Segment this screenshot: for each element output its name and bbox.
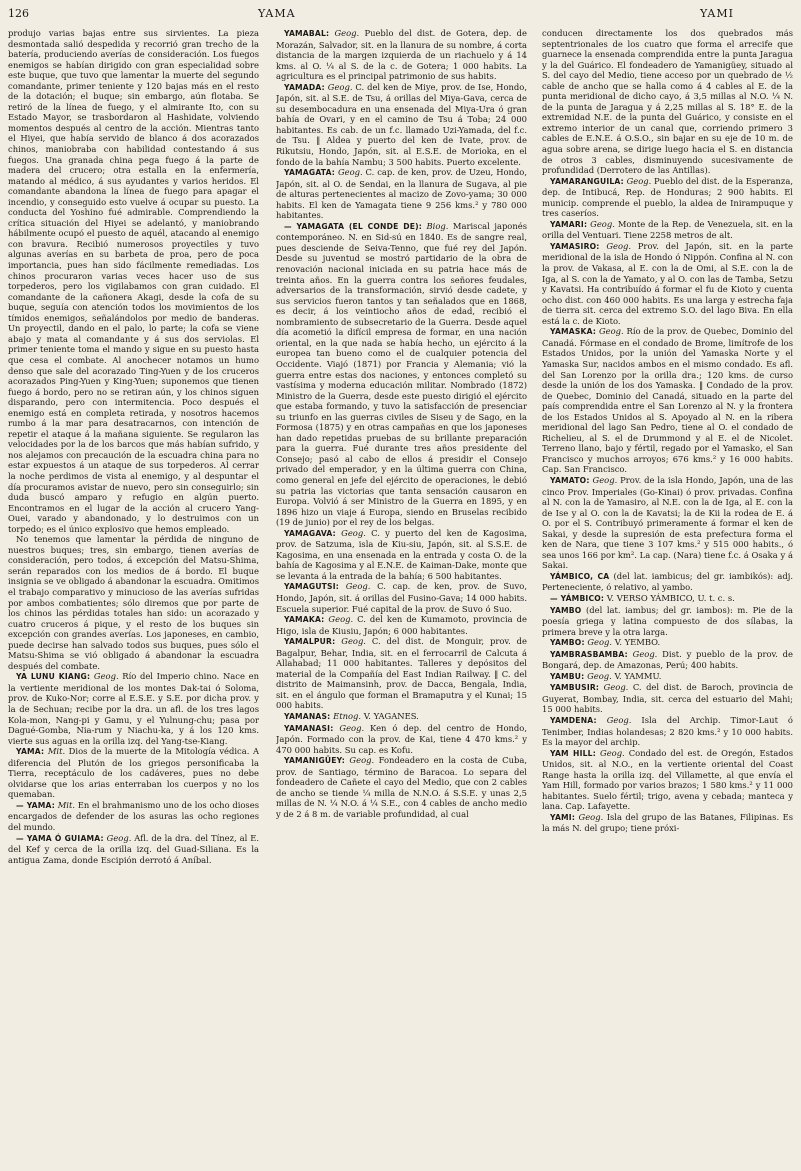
- dictionary-entry: [8, 671, 259, 746]
- entry-definition: Prov. de la isla Hondo, Japón, una de las cinco Prov. Imperiales (Go-Kinai) ó prov. privadas. Confina al N. con la de Yamasiro, al N.E. con la de Iga, al E. con la de Ise y al O. con la de Kavatsi; la de Kii la rodea de E. á O. por el S. Contribuyó primeramente á formar el ken de Sakai, y desde la supresión de esta prefectura forma el ken de Nara, que tiene 3 107 kms.² y 515 000 habits., ó sea unos 166 por km². La cap. (Nara) tiene f.c. á Osaka y á Sakai.: [542, 474, 793, 571]
- entry-definition: Dist. y pueblo de la prov. de Bongará, dep. de Amazonas, Perú; 400 habits.: [542, 648, 793, 671]
- entry-definition: C. del ken de Kumamoto, provincia de Higo, isla de Kiusiu, Japón; 6 000 habitantes.: [276, 614, 527, 636]
- entry-definition: C. cap. de ken, prov. de Suvo, Hondo, Japón, sit. á orillas del Fusino-Gava; 14 000 habits. Escuela superior. Fué capital de la prov. de Suvo ó Suo.: [276, 581, 527, 614]
- entry-domain-label: Geog.: [578, 811, 604, 822]
- entry-definition: (del lat. iambus; del gr. iambos): m. Pie de la poesía griega y latina compuesto de dos sílabas, la primera breve y la otra larga.: [542, 604, 793, 637]
- entry-domain-label: Geog.: [598, 326, 624, 337]
- dictionary-entry: [542, 241, 793, 326]
- dictionary-entry: [542, 649, 793, 671]
- entry-headword: YAMAGUTSI:: [284, 582, 339, 592]
- column-right: [542, 28, 793, 1164]
- entry-headword: YÁMBICO, CA: [550, 571, 610, 581]
- dictionary-entry: [8, 833, 259, 866]
- body-paragraph: No tenemos que lamentar la pérdida de ninguno de nuestros buques; tres, sin embargo, tienen averías de consideración, pero todos, á excepción del Matsu-Shima, serán reparados con los medios de á bordo. El buque insignia se ve obligado á abandonar la escuadra. Omitimos el trabajo comparativo y minucioso de las averías sufridas por ambos combatientes; sólo diremos que por parte de los chinos las pérdidas totales han sido: un acorazado y cuatro cruceros á pique, y el resto de los buques sin excepción con grandes averías. Los japoneses, en cambio, puede decirse han salvado todos sus buques, pues sólo el Matsu-Shima se vió obligado á abandonar la escuadra después del combate.: [8, 534, 259, 671]
- entry-domain-label: Geog.: [587, 670, 612, 681]
- entry-domain-label: Geog.: [603, 682, 629, 693]
- entry-definition: En el brahmanismo uno de los ocho dioses encargados de defender de los asuras las ocho regiones del mundo.: [8, 799, 259, 833]
- entry-headword: YAMA:: [16, 747, 45, 757]
- entry-headword: YAMANIGÜEY:: [284, 756, 345, 766]
- entry-definition: Pueblo del dist. de Gotera, dep. de Morazán, Salvador, sit. en la llanura de su nombre, á corta distancia de la margen izquierda de un riachuelo y á 14 kms. al O. ¼ al S. de la c. de Gotera; 1 000 habits. La agricultura es el principal patrimonio de sus habits.: [276, 28, 527, 82]
- entry-definition: Afl. de la dra. del Tínez, al E. del Kef y cerca de la orilla izq. del Guad-Siliana. Es la antigua Zama, donde Escipión derrotó á Aníbal.: [8, 832, 259, 865]
- entry-headword: YAMBU:: [550, 671, 585, 681]
- entry-headword: YAM HILL:: [550, 748, 596, 758]
- entry-domain-label: Geog.: [632, 648, 658, 659]
- dictionary-entry: [542, 812, 793, 834]
- dictionary-entry: [542, 571, 793, 593]
- entry-domain-label: Geog.: [587, 637, 613, 648]
- dictionary-entry: [276, 636, 527, 711]
- entry-definition: Monte de la Rep. de Venezuela, sit. en la orilla del Ventuari. Tiene 2258 metros de alt.: [542, 218, 793, 241]
- dictionary-entry: [276, 723, 527, 756]
- dictionary-entry: [8, 800, 259, 833]
- entry-domain-label: Geog.: [592, 474, 618, 485]
- entry-domain-label: Geog.: [600, 747, 625, 758]
- dictionary-entry: [542, 593, 793, 605]
- entry-definition: Mariscal japonés contemporáneo. N. en Sid-sú en 1840. Es de sangre real, pues desciende de Seiva-Tenno, que fué rey del Japón. Desde su juventud se mostró partidario de la obra de renovación nacional iniciada en su patria hace más de treinta años. En la guerra contra los señores feudales, adversarios de la transformación, sirvió desde cadete, y sus servicios fueron tantos y tan señalados que en 1868, es decir, á los veintiocho años de edad, recibió el nombramiento de subsecretario de la Guerra. Desde aquel día acometió la difícil empresa de formar, en una nación oriental, en la que nada se había hecho, un ejército á la europea tan bueno como el de cualquier potencia del Occidente. Viajó (1871) por Francia y Alemania; vió la guerra entre estas dos naciones, y entonces completó su vastísima y moderna educación militar. Nombrado (1872) Ministro de la Guerra, desde este puesto dirigió el ejército que estaba formando, y tuvo la satisfacción de presenciar su triunfo en las guerras civiles de Siseu y de Sago, en la Formosa (1875) y en otras campañas en que los japoneses han dado repetidas pruebas de su brillante preparación para la guerra. Fué durante tres años presidente del Consejo; pasó al cabo de ellos á presidir el Consejo privado del emperador, y en la última guerra con China, como general en jefe del ejército de operaciones, le debió su patria las victorias que tanta sensación causaron en Europa. Volvió á ser Ministro de la Guerra en 1895, y en 1896 hizo un viaje á Europa, siendo en Bruselas recibido (19 de junio) por el rey de los belgas.: [276, 220, 527, 528]
- entry-domain-label: Geog.: [349, 755, 375, 766]
- dictionary-entry: [542, 326, 793, 475]
- entry-headword: YAMBRASBAMBA:: [550, 649, 628, 659]
- entry-headword: YAMBO: [550, 605, 582, 615]
- entry-domain-label: Etnog.: [333, 711, 362, 721]
- entry-headword: YAMALPUR:: [284, 637, 336, 647]
- entry-definition: Río de la prov. de Quebec, Dominio del Canadá. Fórmase en el condado de Brome, limítrofe de los Estados Unidos, por la unión del Yamaska Norte y el Yamaska Sur, nacidos ambos en el mismo condado. Es afl. del San Lorenzo por la orilla dra.; 120 kms. de curso desde la unión de los dos Yamaska. ‖ Condado de la prov. de Quebec, Dominio del Canadá, situado en la parte del país comprendida entre el San Lorenzo al N. y la frontera de los Estados Unidos al S. Apoyado al N. en la ribera meridional del lago San Pedro, tiene al O. el condado de Richelieu, al S. el de Drummond y al E. el de Nicolet. Terreno llano, bajo y fértil, regado por el Yamasko, el San Francisco y muchos arroyos; 676 kms.² y 16 000 habits. Cap. San Francisco.: [542, 326, 793, 475]
- entry-definition: C. y puerto del ken de Kagosima, prov. de Satzuma, isla de Kiu-siu, Japón, sit. al S.S.E. de Kagosima, en una ensenada en la entrada y costa O. de la bahía de Kagosima y al E.N.E. de Kaiman-Dake, monte que se levanta á la entrada de la bahía; 6 500 habitantes.: [276, 527, 527, 581]
- dictionary-entry: [8, 746, 259, 800]
- dictionary-entry: [276, 581, 527, 614]
- dictionary-entry: [276, 711, 527, 723]
- dictionary-entry: [276, 82, 527, 167]
- entry-definition: (del lat. iambicus; del gr. iambikós): adj. Perteneciente, ó relativo, al yambo.: [542, 570, 793, 593]
- entry-headword: YAMARANGUILA:: [550, 176, 624, 186]
- entry-headword: — YAMAGATA (EL CONDE DE):: [284, 221, 422, 231]
- dictionary-entry: [542, 219, 793, 241]
- column-left: [8, 28, 259, 1164]
- running-title-right: YAMI: [700, 7, 734, 20]
- dictionary-entry: [542, 748, 793, 812]
- dictionary-entry: [276, 167, 527, 221]
- entry-headword: YAMATO:: [550, 475, 590, 485]
- dictionary-entry: [276, 755, 527, 819]
- entry-headword: YAMANASI:: [284, 723, 334, 733]
- entry-headword: YAMADA:: [284, 82, 325, 92]
- entry-headword: YA LUNU KIANG:: [16, 672, 91, 682]
- entry-definition: Isla del Archip. Timor-Laut ó Tenimber, Indias holandesas; 2 820 kms.² y 10 000 habits. Es la mayor del archip.: [542, 715, 793, 748]
- entry-headword: YAMBO:: [550, 638, 585, 648]
- dictionary-entry: [542, 176, 793, 219]
- entry-definition: V. YAGANES.: [361, 711, 419, 721]
- entry-domain-label: Geog.: [106, 832, 132, 843]
- entry-definition: V. YEMBO.: [612, 637, 661, 648]
- entry-domain-label: Geog.: [590, 218, 615, 229]
- dictionary-entry: [542, 682, 793, 715]
- entry-domain-label: Geog.: [334, 28, 360, 38]
- entry-domain-label: Geog.: [606, 240, 632, 251]
- entry-definition: C. del dist. de Baroch, provincia de Guyerat, Bombay, India, sit. cerca del estuario del Mahi; 15 000 habits.: [542, 682, 793, 715]
- entry-headword: — YAMA Ó GUIAMA:: [16, 833, 104, 843]
- entry-headword: YAMASIRO:: [550, 241, 600, 251]
- entry-headword: YAMARI:: [550, 219, 588, 229]
- running-title-left: YAMA: [258, 7, 296, 20]
- dictionary-entry: [542, 605, 793, 638]
- entry-domain-label: Geog.: [339, 722, 365, 733]
- entry-definition: Fondeadero en la costa de Cuba, prov. de Santiago, término de Baracoa. Lo separa del fondeadero de Cañete el cayo del Medio, que con 2 cables de ancho se tiende ¼ milla de N.N.O. á S.S.E. y unas 2,5 millas de N. ¼ N.O. á ¼ S.E., con 4 cables de ancho medio y de 2 á 8 m. de variable profundidad, al cual: [276, 755, 527, 819]
- entry-domain-label: Geog.: [341, 527, 366, 538]
- column-middle: [276, 28, 527, 1164]
- entry-definition: Dios de la muerte de la Mitología védica. A diferencia del Plutón de los griegos personificaba la Tierra, receptáculo de los cadáveres, pues no debe olvidarse que los arias enterraban los cuerpos y no los quemaban.: [8, 746, 259, 800]
- entry-definition: Condado del est. de Oregón, Estados Unidos, sit. al N.O., en la vertiente oriental del Coast Range hasta la orilla izq. del Villamette, al que envía el Yam Hill, formado por varios brazos; 1 580 kms.² y 11 000 habitantes. Suelo fértil; trigo, avena y cebada; manteca y lana. Cap. Lafayette.: [542, 747, 793, 812]
- entry-domain-label: Geog.: [328, 614, 354, 625]
- entry-definition: C. del dist. de Monguir, prov. de Bagalpur, Behar, India, sit. en el ferrocarril de Calcuta á Allahabad; 11 000 habitantes. Talleres y depósitos del material de la Compañía del East Indian Railway. ‖ C. del distrito de Maimansinh, prov. de Dacca, Bengala, India, sit. en el ángulo que forman el Bramaputra y el Kunai; 15 000 habits.: [276, 636, 527, 711]
- entry-definition: Río del Imperio chino. Nace en la vertiente meridional de los montes Dak-tai ó Soloma, prov. de Kuko-Nor; corre al E.S.E. y S.E. por dicha prov. y la de Sechuan; recibe por la dra. un afl. de los tres lagos Kola-mon, Nang-pi y Gamu, y el Yulnung-chu; pasa por Dagué-Gomba, Nia-rum y Niachu-ka, y á los 120 kms. vierte sus aguas en la orilla izq. del Yang-tse-Kiang.: [8, 671, 259, 746]
- dictionary-entry: [276, 221, 527, 528]
- dictionary-entry: [542, 715, 793, 748]
- entry-domain-label: Geog.: [341, 636, 366, 647]
- entry-definition: C. cap. de ken, prov. de Uzeu, Hondo, Japón, sit. al O. de Sendai, en la llanura de Sugava, al pie de alturas pertenecientes al macizo de Zovo-yama; 30 000 habits. El ken de Yamagata tiene 9 256 kms.² y 780 000 habitantes.: [276, 167, 527, 221]
- entry-domain-label: Geog.: [327, 81, 353, 92]
- entry-headword: YAMASKA:: [550, 327, 597, 337]
- entry-headword: YAMDENA:: [550, 716, 597, 725]
- entry-definition: Pueblo del dist. de la Esperanza, dep. de Intibucá, Rep. de Honduras; 2 900 habits. El municip. comprende el pueblo, la aldea de Inirampuque y tres caseríos.: [542, 175, 793, 219]
- dictionary-entry: [542, 475, 793, 571]
- entry-headword: YAMAGAVA:: [284, 528, 336, 538]
- entry-headword: — YAMA:: [16, 800, 55, 810]
- entry-definition: V. YAMMU.: [611, 670, 662, 681]
- entry-headword: YAMAGATA:: [284, 168, 336, 178]
- entry-definition: V. VERSO YÁMBICO, U. t. c. s.: [604, 592, 735, 603]
- entry-domain-label: Geog.: [626, 175, 652, 186]
- entry-headword: YAMI:: [550, 812, 576, 822]
- entry-domain-label: Geog.: [606, 715, 632, 725]
- entry-definition: Ken ó dep. del centro de Hondo, Japón. Formado con la prov. de Kai, tiene 4 470 kms.² y 470 000 habits. Su cap. es Kofu.: [276, 722, 527, 755]
- page-number: 126: [8, 7, 29, 20]
- dictionary-entry: [542, 671, 793, 683]
- entry-definition: Prov. del Japón, sit. en la parte meridional de la isla de Hondo ó Nippón. Confina al N. con la prov. de Vakasa, al E. con la de Omi, al S.E. con la de Iga, al S. con la de Yamato, y al O. con las de Tamba, Setzu y Kavatsi. Ha contribuído á formar el fu de Kioto y cuenta ocho dist. con 460 000 habits. Es una larga y estrecha faja de tierra sit. cerca del extremo S.O. del lago Biva. En ella está la c. de Kioto.: [542, 240, 793, 326]
- entry-headword: YAMAKA:: [284, 615, 325, 625]
- dictionary-entry: [276, 528, 527, 582]
- entry-headword: — YÁMBICO:: [550, 593, 605, 603]
- entry-domain-label: Geog.: [345, 581, 371, 592]
- entry-domain-label: Geog.: [93, 671, 119, 682]
- page-header: [0, 0, 801, 28]
- dictionary-entry: [276, 28, 527, 82]
- entry-definition: Isla del grupo de las Batanes, Filipinas. Es la más N. del grupo; tiene próxi-: [542, 811, 793, 834]
- entry-definition: C. del ken de Miye, prov. de Ise, Hondo, Japón, sit. al S.E. de Tsu, á orillas del Miya-Gava, cerca de su desembocadura en una ensenada del Miya-Ura ó gran bahía de Ovari, y en el camino de Tsu á Toba; 24 000 habitantes. Es cab. de un f.c. llamado Uzi-Yamada, del f.c. de Tsu. ‖ Aldea y puerto del ken de Ivate, prov. de Rikutsiu, Hondo, Japón, sit. al E.S.E. de Morioka, en el fondo de la bahía Nambu; 3 500 habits. Puerto excelente.: [276, 81, 527, 167]
- dictionary-entry: [276, 614, 527, 636]
- entry-headword: YAMBUSIR:: [550, 683, 600, 693]
- entry-domain-label: Mit.: [57, 799, 75, 810]
- entry-headword: YAMABAL:: [284, 29, 330, 38]
- entry-domain-label: Mit.: [47, 746, 66, 757]
- body-paragraph: produjo varias bajas entre sus sirvientes. La pieza desmontada salió despedida y recorrió gran trecho de la batería, produciendo averías de consideración. Los fuegos enemigos se habían dirigido con gran especialidad sobre este buque, que tuvo que lamentar la muerte del segundo comandante, primer teniente y 120 bajas más en el resto de la dotación; el buque; sin embargo, aún flotaba. Se retiró de la línea de fuego, y el almirante Ito, con su Estado Mayor, se trasbordaron al Hashidate, volviendo momentos después al centro de la acción. Mientras tanto el Hiyei, que había servido de blanco á dos acorazados chinos, maniobraba con habilidad contestando á sus fuegos. Una granada china pega fuego á la parte de madera del crucero; otra estalla en la enfermería, matando al médico, á sus ayudantes y varios heridos. El comandante abandona la línea de fuego para apagar el incendio, y conseguido esto vuelve á ocupar su puesto. La conducta del Yoshino fué admirable. Comprendiendo la crítica situación del Hiyei se adelantó, y maniobrando hábilmente ocupó el puesto de aquél, atacando al enemigo con bravura. Recibió numerosos proyectiles y tuvo algunas averías en su barbeta de proa, pero de poca importancia, pues han sido fácilmente remediadas. Los chinos procuraron varias veces hacer uso de sus torpederos, pero los vigilabamos con gran cuidado. El comandante de la cañonera Akagi, desde la cofa de su buque, seguía con atención todos los movimientos de los tímidos enemigos, señalándolos por medio de banderas. Un proyectil, dando en el palo, lo parte; la cofa se viene abajo y mata al comandante y á sus dos serviolas. El primer teniente toma el mando y sigue en su puesto hasta que cesa el combate. Al anochecer notamos un humo denso que sale del acorazado Ting-Yuen y de los cruceros acorazados Ping-Yuen y King-Yuen; suponemos que tienen fuego á bordo, pero no se retiran aún, y los chinos siguen disparando, pero con intermitencia. Poco después el enemigo está en completa retirada, y nosotros hacemos rumbo á la mar para desatracarnos, con intención de repetir el ataque á la mañana siguiente. Se regularon las velocidades por la de los barcos que más habían sufrido, y nos alejamos con precaución de la escuadra china para no estar expuestos á un ataque de sus torpederos. Al cerrar la noche perdimos de vista al enemigo, y al despuntar el día procuramos avistar de nuevo, pero sin conseguirlo; sin duda buscó amparo y refugio en algún puerto. Encontramos en el lugar de la acción al crucero Yang-Ouei, varado y abandonado, y lo destruimos con un torpedo; es el único explosivo que hemos empleado.: [8, 28, 259, 534]
- entry-domain-label: Biog.: [426, 220, 449, 231]
- entry-domain-label: Geog.: [337, 167, 363, 178]
- dictionary-entry: [542, 637, 793, 649]
- continued-paragraph: conducen directamente los dos quebrados más septentrionales de los cuatro que forma el arrecife que guarnece la ensenada comprendida entre la punta Jaragua y la del Guárico. El fondeadero de Yamanigüey, situado al S. del cayo del Medio, tiene acceso por un quebrado de ½ cable de ancho que se halla como á 4 cables al E. de la punta meridional de dicho cayo, á 3,5 millas al N.O. ¼ N. de la punta de Jaragua y á 2,25 millas al S. 18° E. de la extremidad N.E. de la punta del Guárico, y consiste en el extremo interior de un canal que, corriendo primero 3 cables de E.N.E. á O.S.O., sin bajar en su eje de 10 m. de agua sobre arena, se dirige luego hacia el S. en distancia de otros 3 cables, disminuyendo sucesivamente de profundidad (Derrotero de las Antillas).: [542, 28, 793, 176]
- entry-headword: YAMANAS:: [284, 712, 331, 721]
